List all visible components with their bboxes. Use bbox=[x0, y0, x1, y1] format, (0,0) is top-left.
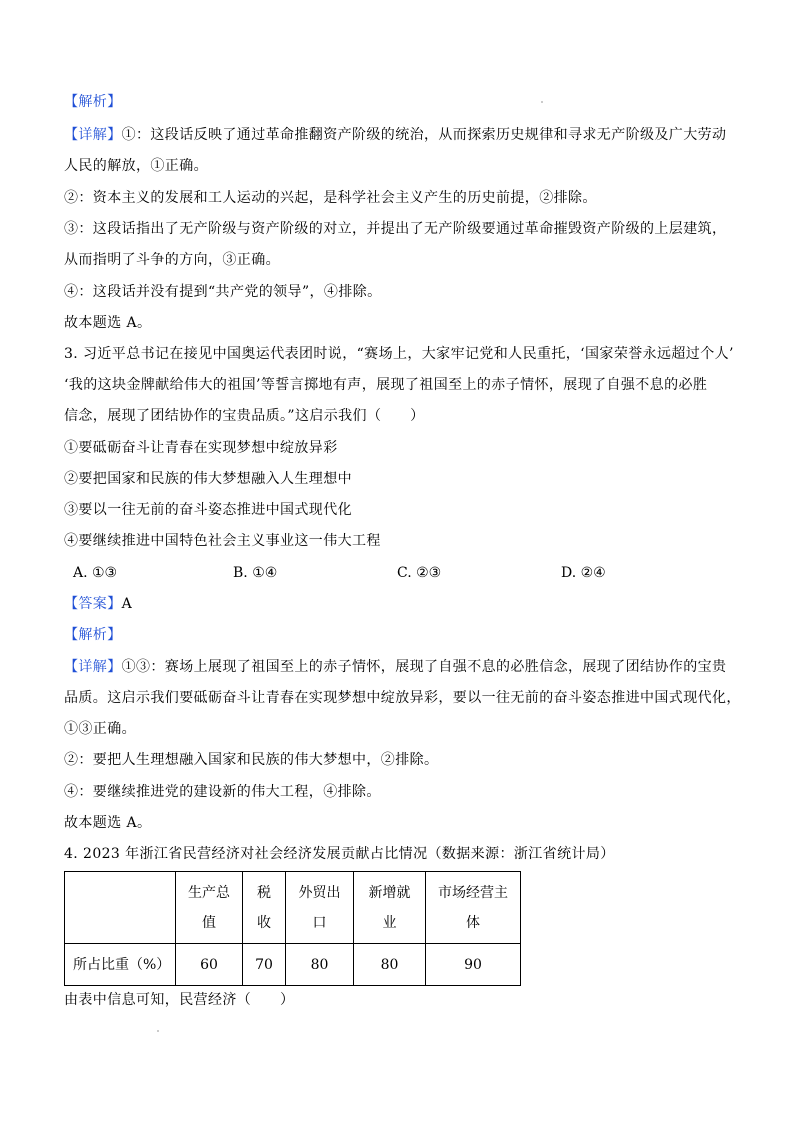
detail-line: ②：要把人生理想融入国家和民族的伟大梦想中，②排除。 bbox=[64, 752, 439, 768]
answer-label: 【答案】 bbox=[64, 596, 122, 612]
table-header-cell: 生产总 值 bbox=[176, 872, 243, 944]
data-table bbox=[64, 871, 521, 986]
table-row bbox=[65, 944, 521, 986]
answer-value: A bbox=[121, 596, 133, 612]
answer-line bbox=[64, 594, 132, 614]
detail-line: 【详解】①：这段话反映了通过革命推翻资产阶级的统治，从而探索历史规律和寻求无产阶级及广大劳动 bbox=[64, 127, 727, 143]
option-c: C. ②③ bbox=[397, 565, 442, 581]
table-corner-cell bbox=[65, 872, 176, 944]
detail-line: 从而指明了斗争的方向，③正确。 bbox=[64, 252, 280, 268]
statement-item: ①要砥砺奋斗让青春在实现梦想中绽放异彩 bbox=[64, 440, 338, 456]
table-header-cell: 税 收 bbox=[243, 872, 286, 944]
detail-label: 【详解】 bbox=[64, 127, 122, 143]
conclusion: 故本题选 A。 bbox=[64, 315, 152, 331]
table-header-cell: 外贸出 口 bbox=[286, 872, 354, 944]
table-cell: 90 bbox=[426, 944, 521, 986]
analysis-label: 【解析】 bbox=[64, 94, 122, 110]
option-a: A. ①③ bbox=[73, 565, 118, 581]
analysis-label: 【解析】 bbox=[64, 627, 122, 643]
table-cell: 80 bbox=[354, 944, 426, 986]
detail-line: 人民的解放，①正确。 bbox=[64, 158, 208, 174]
conclusion: 故本题选 A。 bbox=[64, 815, 152, 831]
table-header-row bbox=[65, 872, 521, 944]
statement-item: ②要把国家和民族的伟大梦想融入人生理想中 bbox=[64, 471, 352, 487]
question-stem: 3. 习近平总书记在接见中国奥运代表团时说，“赛场上，大家牢记党和人民重托，‘国家荣誉永远超过个人’ bbox=[64, 346, 734, 362]
detail-line: ③：这段话指出了无产阶级与资产阶级的对立，并提出了无产阶级要通过革命摧毁资产阶级的上层建筑， bbox=[64, 221, 727, 237]
question-stem: ‘我的这块金牌献给伟大的祖国’等誓言掷地有声，展现了祖国至上的赤子情怀，展现了自强不息的必胜 bbox=[64, 377, 708, 393]
detail-line: ②：资本主义的发展和工人运动的兴起，是科学社会主义产生的历史前提，②排除。 bbox=[64, 190, 597, 206]
question-stem: 由表中信息可知，民营经济（ ） bbox=[64, 992, 295, 1008]
detail-line: ④：这段话并没有提到“共产党的领导”，④排除。 bbox=[64, 284, 382, 300]
question-stem: 信念，展现了团结协作的宝贵品质。”这启示我们（ ） bbox=[64, 408, 425, 424]
detail-line: ④：要继续推进党的建设新的伟大工程，④排除。 bbox=[64, 784, 381, 800]
detail-line: 【详解】①③：赛场上展现了祖国至上的赤子情怀，展现了自强不息的必胜信念，展现了团结协作的宝贵 bbox=[64, 659, 727, 675]
question-title: 4. 2023 年浙江省民营经济对社会经济发展贡献占比情况（数据来源：浙江省统计局） bbox=[64, 846, 615, 862]
table-header-cell: 市场经营主 体 bbox=[426, 872, 521, 944]
option-b: B. ①④ bbox=[233, 565, 278, 581]
detail-label: 【详解】 bbox=[64, 659, 122, 675]
statement-item: ③要以一往无前的奋斗姿态推进中国式现代化 bbox=[64, 502, 352, 518]
table-cell: 70 bbox=[243, 944, 286, 986]
statement-item: ④要继续推进中国特色社会主义事业这一伟大工程 bbox=[64, 533, 381, 549]
table-cell: 60 bbox=[176, 944, 243, 986]
table-header-cell: 新增就 业 bbox=[354, 872, 426, 944]
detail-line: 品质。这启示我们要砥砺奋斗让青春在实现梦想中绽放异彩，要以一往无前的奋斗姿态推进中国式现代化， bbox=[64, 690, 741, 706]
table-row-label: 所占比重（%） bbox=[65, 944, 176, 986]
table-cell: 80 bbox=[286, 944, 354, 986]
scan-speck bbox=[157, 1030, 159, 1032]
scan-speck bbox=[541, 101, 543, 103]
detail-line: ①③正确。 bbox=[64, 721, 136, 737]
option-d: D. ②④ bbox=[561, 565, 606, 581]
